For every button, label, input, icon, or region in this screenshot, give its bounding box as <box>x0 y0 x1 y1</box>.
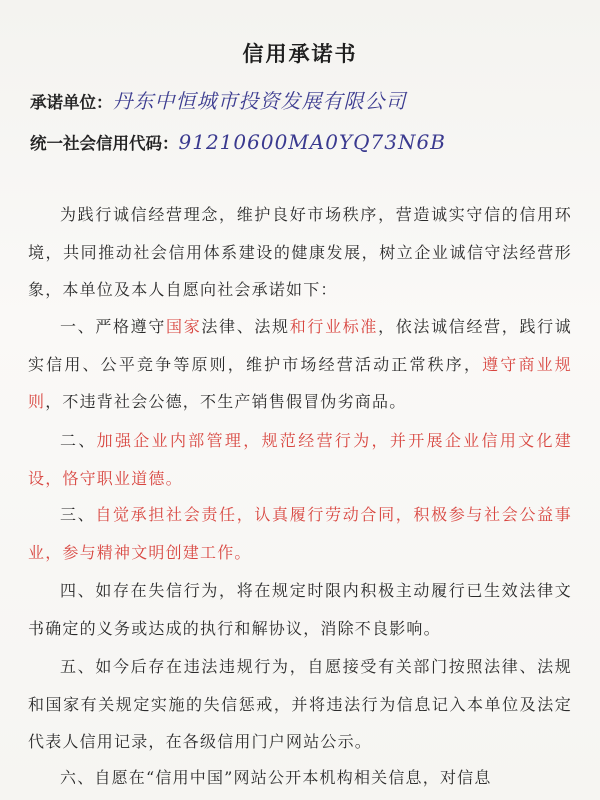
text-segment: 二、 <box>60 431 97 450</box>
paragraph-6 <box>28 759 572 797</box>
paragraph-3 <box>28 496 572 571</box>
text-segment: ，依法诚信经营，践行诚实信用、公平竞争等原则，维护市场经营活动正常秩序， <box>28 317 572 374</box>
text-segment: 六、自愿在“信用中国”网站公开本机构相关信息，对信息 <box>60 768 492 787</box>
highlighted-text-segment: 和行业标准 <box>289 317 379 336</box>
commitment-unit-handwritten-value: 丹东中恒城市投资发展有限公司 <box>112 89 407 113</box>
highlighted-text-segment: 加强企业内部管理，规范经营行为，并开展企业信用文化建设，恪守职业道德。 <box>28 431 572 488</box>
paragraph-intro <box>28 196 572 309</box>
text-segment: 法律、法规 <box>201 317 290 336</box>
paragraph-5 <box>28 648 572 761</box>
paragraph-4 <box>28 572 572 647</box>
text-segment: 四、如存在失信行为，将在规定时限内积极主动履行已生效法律文书确定的义务或达成的执行和解协议，消除不良影响。 <box>28 581 572 638</box>
paragraph-2 <box>28 422 572 497</box>
commitment-unit-field <box>30 85 407 114</box>
credit-code-field <box>30 130 446 154</box>
text-segment: 三、 <box>60 505 96 524</box>
highlighted-text-segment: 国家 <box>166 317 202 336</box>
credit-code-handwritten-value: 91210600MA0YQ73N6B <box>178 130 446 154</box>
paragraph-1 <box>28 308 572 421</box>
text-segment: ，不违背社会公德，不生产销售假冒伪劣商品。 <box>45 392 407 411</box>
document-title: 信用承诺书 <box>242 42 358 66</box>
commitment-unit-label: 承诺单位： <box>30 93 113 112</box>
text-segment: 一、严格遵守 <box>60 317 167 336</box>
highlighted-text-segment: 自觉承担社会责任，认真履行劳动合同，积极参与社会公益事业，参与精神文明创建工作。 <box>28 505 572 562</box>
text-segment: 五、如今后存在违法违规行为，自愿接受有关部门按照法律、法规和国家有关规定实施的失信惩戒，并将违法行为信息记入本单位及法定代表人信用记录，在各级信用门户网站公示。 <box>28 657 572 751</box>
highlighted-text-segment: 遵守商业规则 <box>28 354 572 411</box>
credit-code-label: 统一社会信用代码： <box>30 134 179 153</box>
text-segment: 为践行诚信经营理念，维护良好市场秩序，营造诚实守信的信用环境，共同推动社会信用体系建设的健康发展，树立企业诚信守法经营形象，本单位及本人自愿向社会承诺如下： <box>28 205 572 299</box>
